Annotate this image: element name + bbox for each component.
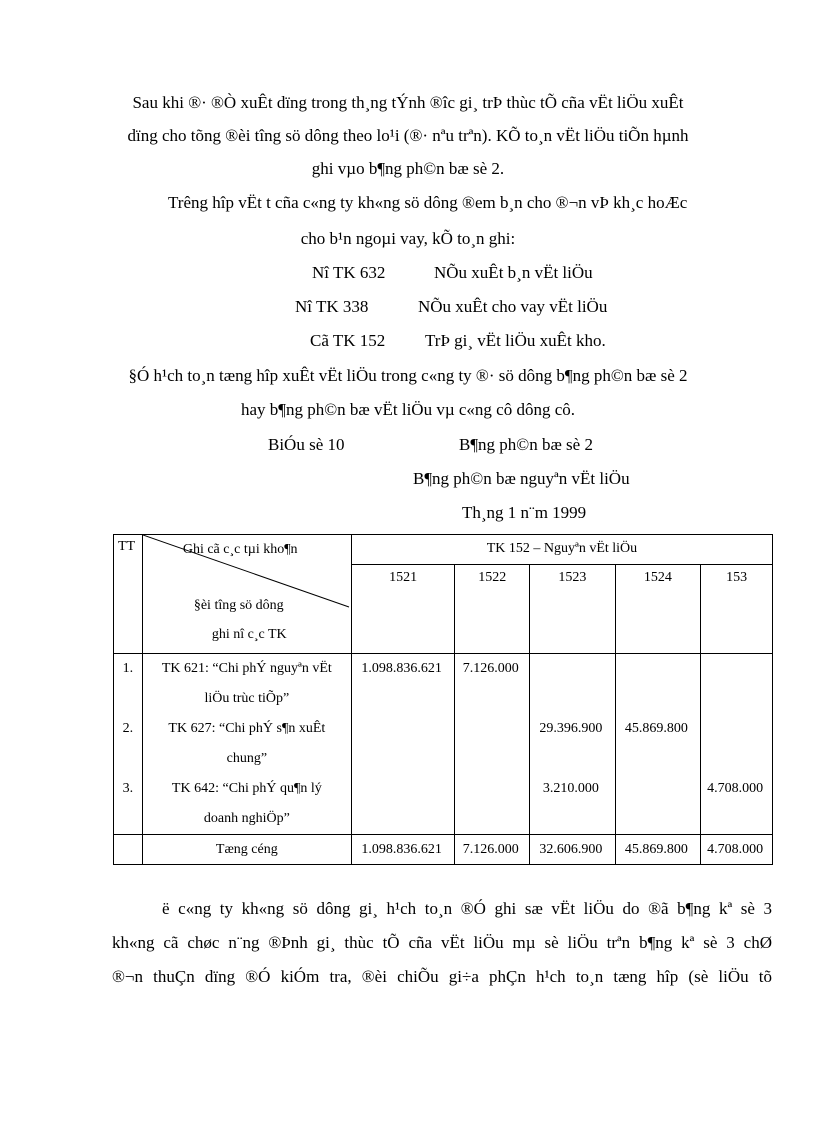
header-object-label: §èi tîng sö dông: [193, 598, 284, 613]
intro-line-1: Sau khi ®· ®Ò xuÊt dïng trong th¸ng tÝnh ®îc gi¸ trÞ thùc tÕ cña vËt liÖu xuÊt: [132, 93, 684, 112]
row-2-val-153: [701, 714, 769, 744]
header-1522: 1522: [455, 565, 530, 654]
closing-line-2: kh«ng cã chøc n¨ng ®Þnh gi¸ thùc tÕ cña vËt liÖu mµ sè liÖu trªn b¶ng kª sè 3 chØ: [112, 933, 772, 952]
row-2-name-line-1: TK 627: “Chi phÝ s¶n xuÊt: [168, 721, 326, 736]
table-title: B¶ng ph©n bæ sè 2: [459, 435, 593, 454]
row-3-val-1524: [616, 774, 698, 804]
total-153: 4.708.000: [701, 835, 773, 865]
form-number: BiÓu sè 10: [268, 435, 345, 454]
header-153: 153: [701, 565, 773, 654]
row-3-val-1521: [352, 774, 452, 804]
row-2-val-1521: [352, 714, 452, 744]
total-row: [114, 835, 773, 865]
entry-account-3: Cã TK 152: [310, 331, 386, 350]
table-body-row: [114, 654, 773, 835]
row-2-val-1523: 29.396.900: [539, 721, 603, 736]
row-3-val-1523: 3.210.000: [542, 781, 599, 796]
total-1521: 1.098.836.621: [351, 835, 455, 865]
intro-line-4: Trêng hîp vËt t cña c«ng ty kh«ng sö dông ®em b¸n cho ®¬n vÞ kh¸c hoÆc: [168, 193, 688, 212]
intro-line-3: ghi vµo b¶ng ph©n bæ sè 2.: [311, 159, 505, 178]
header-tt: TT: [114, 535, 143, 654]
total-label: Tæng céng: [142, 835, 351, 865]
entry-account-1: Nî TK 632: [312, 263, 386, 282]
summary-line-1: §Ó h¹ch to¸n tæng hîp xuÊt vËt liÖu trong c«ng ty ®· sö dông b¶ng ph©n bæ sè 2: [128, 366, 688, 385]
row-3-name-line-1: TK 642: “Chi phÝ qu¶n lý: [171, 781, 322, 796]
intro-line-5: cho b¹n ngoµi vay, kÕ to¸n ghi:: [300, 229, 516, 248]
closing-line-1: ë c«ng ty kh«ng sö dông gi¸ h¹ch to¸n ®Ó ghi sæ vËt liÖu do ®ã b¶ng kª sè 3: [162, 899, 772, 918]
closing-line-3: ®¬n thuÇn dïng ®Ó kiÓm tra, ®èi chiÕu gi÷a phÇn h¹ch to¸n tæng hîp (sè liÖu tõ: [112, 967, 772, 986]
row-3-tt: 3.: [122, 781, 134, 796]
header-1523: 1523: [530, 565, 616, 654]
row-2-tt: 2.: [122, 721, 134, 736]
header-credit-label: Ghi cã c¸c tµi kho¶n: [182, 542, 298, 557]
header-diagonal-cell: [142, 535, 351, 654]
row-1-val-1524: [616, 654, 698, 684]
entry-desc-3: TrÞ gi¸ vËt liÖu xuÊt kho.: [425, 331, 606, 350]
row-2-val-1522: [455, 714, 526, 744]
header-debit-label: ghi nî c¸c TK: [211, 627, 287, 642]
row-1-name-line-1: TK 621: “Chi phÝ nguyªn vËt: [161, 661, 332, 676]
intro-line-2: dïng cho tõng ®èi tîng sö dông theo lo¹i (®· nªu trªn). KÕ to¸n vËt liÖu tiÕn hµnh: [127, 126, 689, 145]
header-group: TK 152 – Nguyªn vËt liÖu: [351, 535, 772, 565]
entry-desc-1: NÕu xuÊt b¸n vËt liÖu: [434, 263, 593, 282]
total-1523: 32.606.900: [530, 835, 616, 865]
entry-desc-2: NÕu xuÊt cho vay vËt liÖu: [418, 297, 608, 316]
row-1-val-1522: 7.126.000: [462, 661, 519, 676]
table-period: Th¸ng 1 n¨m 1999: [462, 503, 587, 522]
total-1522: 7.126.000: [455, 835, 530, 865]
row-1-tt: 1.: [122, 661, 134, 676]
row-1-val-1523: [530, 654, 612, 684]
row-3-val-1522: [455, 774, 526, 804]
entry-account-2: Nî TK 338: [295, 297, 369, 316]
header-1521: 1521: [351, 565, 455, 654]
total-1524: 45.869.800: [615, 835, 701, 865]
allocation-table: [113, 534, 773, 865]
row-3-name-line-2: doanh nghiÖp”: [203, 811, 290, 826]
row-2-val-1524: 45.869.800: [624, 721, 688, 736]
header-1524: 1524: [615, 565, 701, 654]
table-subtitle: B¶ng ph©n bæ nguyªn vËt liÖu: [413, 469, 630, 488]
row-2-name-line-2: chung”: [226, 751, 268, 766]
row-1-val-1521: 1.098.836.621: [361, 661, 442, 676]
summary-line-2: hay b¶ng ph©n bæ vËt liÖu vµ c«ng cô dông cô.: [240, 400, 575, 419]
row-3-val-153: 4.708.000: [707, 781, 764, 796]
row-1-name-line-2: liÖu trùc tiÕp”: [204, 691, 290, 706]
row-1-val-153: [701, 654, 769, 684]
